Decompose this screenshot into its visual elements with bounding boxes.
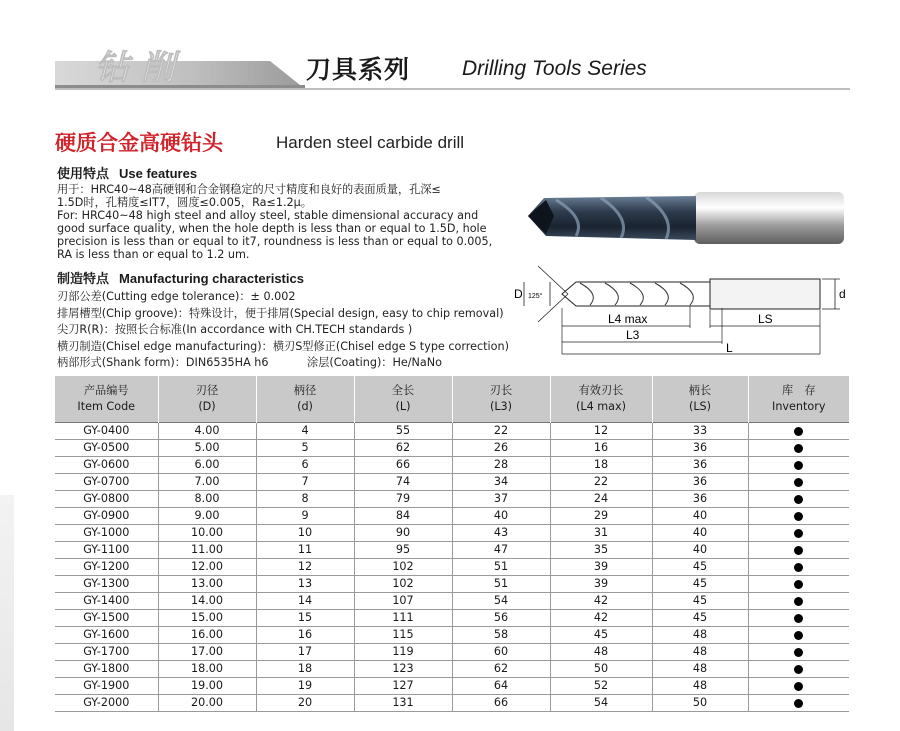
column-header-cn: 有效刃长 (578, 384, 624, 397)
table-cell: GY-1300 (55, 576, 158, 593)
inventory-cell (748, 440, 849, 457)
table-cell: 74 (354, 474, 452, 491)
table-cell: 111 (354, 610, 452, 627)
in-stock-dot-icon (794, 546, 803, 555)
table-cell: 20 (256, 695, 354, 712)
table-cell: 45 (652, 593, 748, 610)
table-cell: 5 (256, 440, 354, 457)
table-cell: 43 (452, 525, 550, 542)
table-cell: 22 (452, 423, 550, 440)
series-title-cn: 刀具系列 (306, 55, 411, 84)
shank-form: 柄部形式(Shank form)：DIN6535HA h6 (57, 356, 269, 369)
table-row (55, 576, 849, 593)
table-cell: 15 (256, 610, 354, 627)
table-cell: GY-0800 (55, 491, 158, 508)
in-stock-dot-icon (794, 461, 803, 470)
inventory-cell (748, 644, 849, 661)
table-cell: 26 (452, 440, 550, 457)
table-cell: 9 (256, 508, 354, 525)
table-cell: 16 (550, 440, 652, 457)
table-cell: 7 (256, 474, 354, 491)
table-cell: 47 (452, 542, 550, 559)
table-cell: 51 (452, 576, 550, 593)
table-row (55, 491, 849, 508)
in-stock-dot-icon (794, 478, 803, 487)
table-cell: 54 (452, 593, 550, 610)
table-cell: 31 (550, 525, 652, 542)
in-stock-dot-icon (794, 631, 803, 640)
table-cell: 48 (652, 661, 748, 678)
table-cell: 56 (452, 610, 550, 627)
table-cell: 102 (354, 559, 452, 576)
table-cell: 40 (652, 525, 748, 542)
chip-groove-line: 排屑槽型(Chip groove)：特殊设计，便于排屑(Special design, easy to chip removal) (57, 307, 504, 320)
inventory-cell (748, 627, 849, 644)
manufacturing-title-en: Manufacturing characteristics (119, 271, 304, 286)
spec-table (55, 376, 849, 712)
dim-LS: LS (758, 312, 773, 326)
table-cell: 22 (550, 474, 652, 491)
series-title-en: Drilling Tools Series (462, 57, 647, 80)
table-cell: 37 (452, 491, 550, 508)
table-cell: 11.00 (158, 542, 256, 559)
table-cell: 90 (354, 525, 452, 542)
left-edge-strip (0, 495, 14, 731)
use-line-4: good surface quality, when the hole depth is less than or equal to 1.5D, hole (57, 222, 487, 235)
table-cell: 66 (354, 457, 452, 474)
table-cell: 5.00 (158, 440, 256, 457)
table-cell: 119 (354, 644, 452, 661)
table-cell: 35 (550, 542, 652, 559)
table-cell: 50 (550, 661, 652, 678)
table-cell: 7.00 (158, 474, 256, 491)
table-cell: GY-1100 (55, 542, 158, 559)
chisel-edge-line: 横刃制造(Chisel edge manufacturing)：横刃S型修正(Chisel edge S type correction) (57, 340, 509, 353)
dim-L4: L4 max (608, 312, 648, 326)
table-cell: 19 (256, 678, 354, 695)
table-cell: 45 (652, 576, 748, 593)
table-cell: 52 (550, 678, 652, 695)
in-stock-dot-icon (794, 614, 803, 623)
table-cell: 45 (652, 559, 748, 576)
table-cell: 64 (452, 678, 550, 695)
column-header-cn: 刃径 (195, 384, 219, 397)
in-stock-dot-icon (794, 512, 803, 521)
table-cell: 40 (452, 508, 550, 525)
dim-angle: 125° (528, 293, 543, 300)
in-stock-dot-icon (794, 665, 803, 674)
use-features-heading (57, 163, 197, 182)
table-row (55, 542, 849, 559)
in-stock-dot-icon (794, 699, 803, 708)
table-cell: 8 (256, 491, 354, 508)
table-cell: 10 (256, 525, 354, 542)
in-stock-dot-icon (794, 444, 803, 453)
table-cell: 39 (550, 576, 652, 593)
table-cell: 24 (550, 491, 652, 508)
use-features-text (57, 183, 497, 261)
column-header-cn: 刃长 (489, 384, 513, 397)
column-header-en: Item Code (77, 400, 136, 413)
column-header-en: Inventory (772, 400, 826, 413)
use-features-title-en: Use features (119, 166, 198, 181)
table-cell: 55 (354, 423, 452, 440)
table-row (55, 627, 849, 644)
dim-L: L (726, 341, 733, 355)
table-cell: 40 (652, 542, 748, 559)
table-cell: 40 (652, 508, 748, 525)
in-stock-dot-icon (794, 682, 803, 691)
table-cell: 48 (550, 644, 652, 661)
in-stock-dot-icon (794, 529, 803, 538)
product-title-cn: 硬质合金高硬钻头 (55, 131, 223, 155)
table-cell: 13 (256, 576, 354, 593)
table-cell: 16 (256, 627, 354, 644)
table-cell: GY-0700 (55, 474, 158, 491)
inventory-cell (748, 661, 849, 678)
table-cell: 20.00 (158, 695, 256, 712)
table-cell: 28 (452, 457, 550, 474)
table-cell: 33 (652, 423, 748, 440)
manufacturing-heading (57, 268, 304, 287)
table-cell: 48 (652, 644, 748, 661)
table-cell: GY-1400 (55, 593, 158, 610)
table-row (55, 423, 849, 440)
table-cell: 17.00 (158, 644, 256, 661)
drill-photo (516, 188, 846, 248)
column-header-en: (L3) (489, 400, 513, 413)
tip-radius-line: 尖刀R(R)：按照长合标准(In accordance with CH.TECH standards ) (57, 323, 413, 336)
table-cell: 95 (354, 542, 452, 559)
inventory-cell (748, 695, 849, 712)
table-cell: 6 (256, 457, 354, 474)
inventory-cell (748, 678, 849, 695)
table-cell: 10.00 (158, 525, 256, 542)
product-title-en: Harden steel carbide drill (276, 133, 465, 152)
table-cell: GY-1700 (55, 644, 158, 661)
table-cell: GY-1800 (55, 661, 158, 678)
table-cell: 60 (452, 644, 550, 661)
table-cell: 36 (652, 440, 748, 457)
in-stock-dot-icon (794, 495, 803, 504)
table-cell: 14.00 (158, 593, 256, 610)
use-line-1: 用于：HRC40~48高硬钢和合金钢稳定的尺寸精度和良好的表面质量，孔深≤ (57, 183, 441, 196)
table-cell: 107 (354, 593, 452, 610)
use-line-2: 1.5D时，孔精度≤IT7，圆度≤0.005，Ra≤1.2μ。 (57, 196, 312, 209)
table-cell: 131 (354, 695, 452, 712)
column-header-cn: 全长 (391, 384, 415, 397)
table-row (55, 525, 849, 542)
table-row (55, 695, 849, 712)
table-cell: 29 (550, 508, 652, 525)
table-cell: 84 (354, 508, 452, 525)
table-cell: 18 (256, 661, 354, 678)
table-cell: 12.00 (158, 559, 256, 576)
table-cell: 58 (452, 627, 550, 644)
table-cell: 4.00 (158, 423, 256, 440)
inventory-cell (748, 525, 849, 542)
table-cell: 48 (652, 627, 748, 644)
in-stock-dot-icon (794, 648, 803, 657)
inventory-cell (748, 610, 849, 627)
table-cell: 42 (550, 593, 652, 610)
table-row (55, 644, 849, 661)
table-cell: 36 (652, 491, 748, 508)
in-stock-dot-icon (794, 427, 803, 436)
table-cell: 79 (354, 491, 452, 508)
table-cell: 19.00 (158, 678, 256, 695)
column-header (452, 376, 550, 423)
table-cell: 50 (652, 695, 748, 712)
table-row (55, 559, 849, 576)
column-header (748, 376, 849, 423)
column-header-cn: 产品编号 (83, 384, 129, 397)
column-header-en: (LS) (688, 400, 712, 413)
in-stock-dot-icon (794, 597, 803, 606)
inventory-cell (748, 559, 849, 576)
table-cell: 123 (354, 661, 452, 678)
column-header (158, 376, 256, 423)
table-row (55, 508, 849, 525)
dimension-diagram (510, 262, 855, 362)
inventory-cell (748, 542, 849, 559)
column-header-en: (d) (297, 400, 313, 413)
column-header-cn: 柄径 (293, 384, 317, 397)
table-cell: 8.00 (158, 491, 256, 508)
column-header (354, 376, 452, 423)
table-cell: 62 (452, 661, 550, 678)
table-cell: 12 (256, 559, 354, 576)
in-stock-dot-icon (794, 580, 803, 589)
inventory-cell (748, 457, 849, 474)
table-cell: 54 (550, 695, 652, 712)
table-cell: 17 (256, 644, 354, 661)
table-cell: 12 (550, 423, 652, 440)
table-cell: 34 (452, 474, 550, 491)
table-cell: 127 (354, 678, 452, 695)
table-cell: 6.00 (158, 457, 256, 474)
table-cell: GY-2000 (55, 695, 158, 712)
table-cell: GY-1900 (55, 678, 158, 695)
table-row (55, 593, 849, 610)
table-cell: 15.00 (158, 610, 256, 627)
table-cell: 36 (652, 474, 748, 491)
category-banner (55, 47, 305, 89)
use-line-3: For: HRC40~48 high steel and alloy steel, stable dimensional accuracy and (57, 209, 479, 222)
tolerance-line: 刃部公差(Cutting edge tolerance)：± 0.002 (57, 290, 296, 303)
shank-coating-line (57, 354, 442, 370)
dim-d: d (839, 287, 846, 301)
table-cell: 16.00 (158, 627, 256, 644)
inventory-cell (748, 593, 849, 610)
table-cell: GY-1200 (55, 559, 158, 576)
column-header-en: (D) (198, 400, 216, 413)
dim-L3: L3 (626, 328, 640, 342)
column-header-en: (L4 max) (575, 400, 626, 413)
use-line-5: precision is less than or equal to it7, roundness is less than or equal to 0.005, (57, 235, 493, 248)
table-cell: 51 (452, 559, 550, 576)
table-cell: GY-1600 (55, 627, 158, 644)
table-cell: 45 (550, 627, 652, 644)
table-cell: 14 (256, 593, 354, 610)
table-cell: GY-0900 (55, 508, 158, 525)
table-cell: GY-0500 (55, 440, 158, 457)
column-header (256, 376, 354, 423)
inventory-cell (748, 508, 849, 525)
table-row (55, 610, 849, 627)
table-cell: 102 (354, 576, 452, 593)
table-cell: 9.00 (158, 508, 256, 525)
manufacturing-title-cn: 制造特点 (57, 272, 110, 287)
table-cell: 66 (452, 695, 550, 712)
table-row (55, 474, 849, 491)
use-line-6: RA is less than or equal to 1.2 um. (57, 248, 250, 261)
column-header (652, 376, 748, 423)
table-cell: 115 (354, 627, 452, 644)
inventory-cell (748, 423, 849, 440)
column-header-cn: 库 存 (781, 384, 816, 397)
table-cell: GY-1500 (55, 610, 158, 627)
table-header-row (55, 376, 849, 423)
table-cell: 62 (354, 440, 452, 457)
coating: 涂层(Coating)：He/NaNo (307, 356, 442, 369)
table-row (55, 661, 849, 678)
in-stock-dot-icon (794, 563, 803, 572)
table-cell: GY-0400 (55, 423, 158, 440)
inventory-cell (748, 491, 849, 508)
table-cell: 11 (256, 542, 354, 559)
use-features-title-cn: 使用特点 (57, 167, 110, 182)
header-divider (55, 88, 850, 90)
table-cell: 4 (256, 423, 354, 440)
column-header-cn: 柄长 (688, 384, 712, 397)
dim-D: D (514, 287, 523, 301)
table-row (55, 457, 849, 474)
column-header-en: (L) (395, 400, 411, 413)
table-cell: 13.00 (158, 576, 256, 593)
table-cell: 45 (652, 610, 748, 627)
table-cell: 42 (550, 610, 652, 627)
banner-text: 钻 削 (95, 48, 175, 88)
inventory-cell (748, 474, 849, 491)
table-cell: GY-1000 (55, 525, 158, 542)
table-cell: 48 (652, 678, 748, 695)
table-row (55, 440, 849, 457)
inventory-cell (748, 576, 849, 593)
table-cell: 18 (550, 457, 652, 474)
table-cell: 18.00 (158, 661, 256, 678)
table-cell: 39 (550, 559, 652, 576)
table-row (55, 678, 849, 695)
table-cell: GY-0600 (55, 457, 158, 474)
column-header (550, 376, 652, 423)
table-cell: 36 (652, 457, 748, 474)
column-header (55, 376, 158, 423)
